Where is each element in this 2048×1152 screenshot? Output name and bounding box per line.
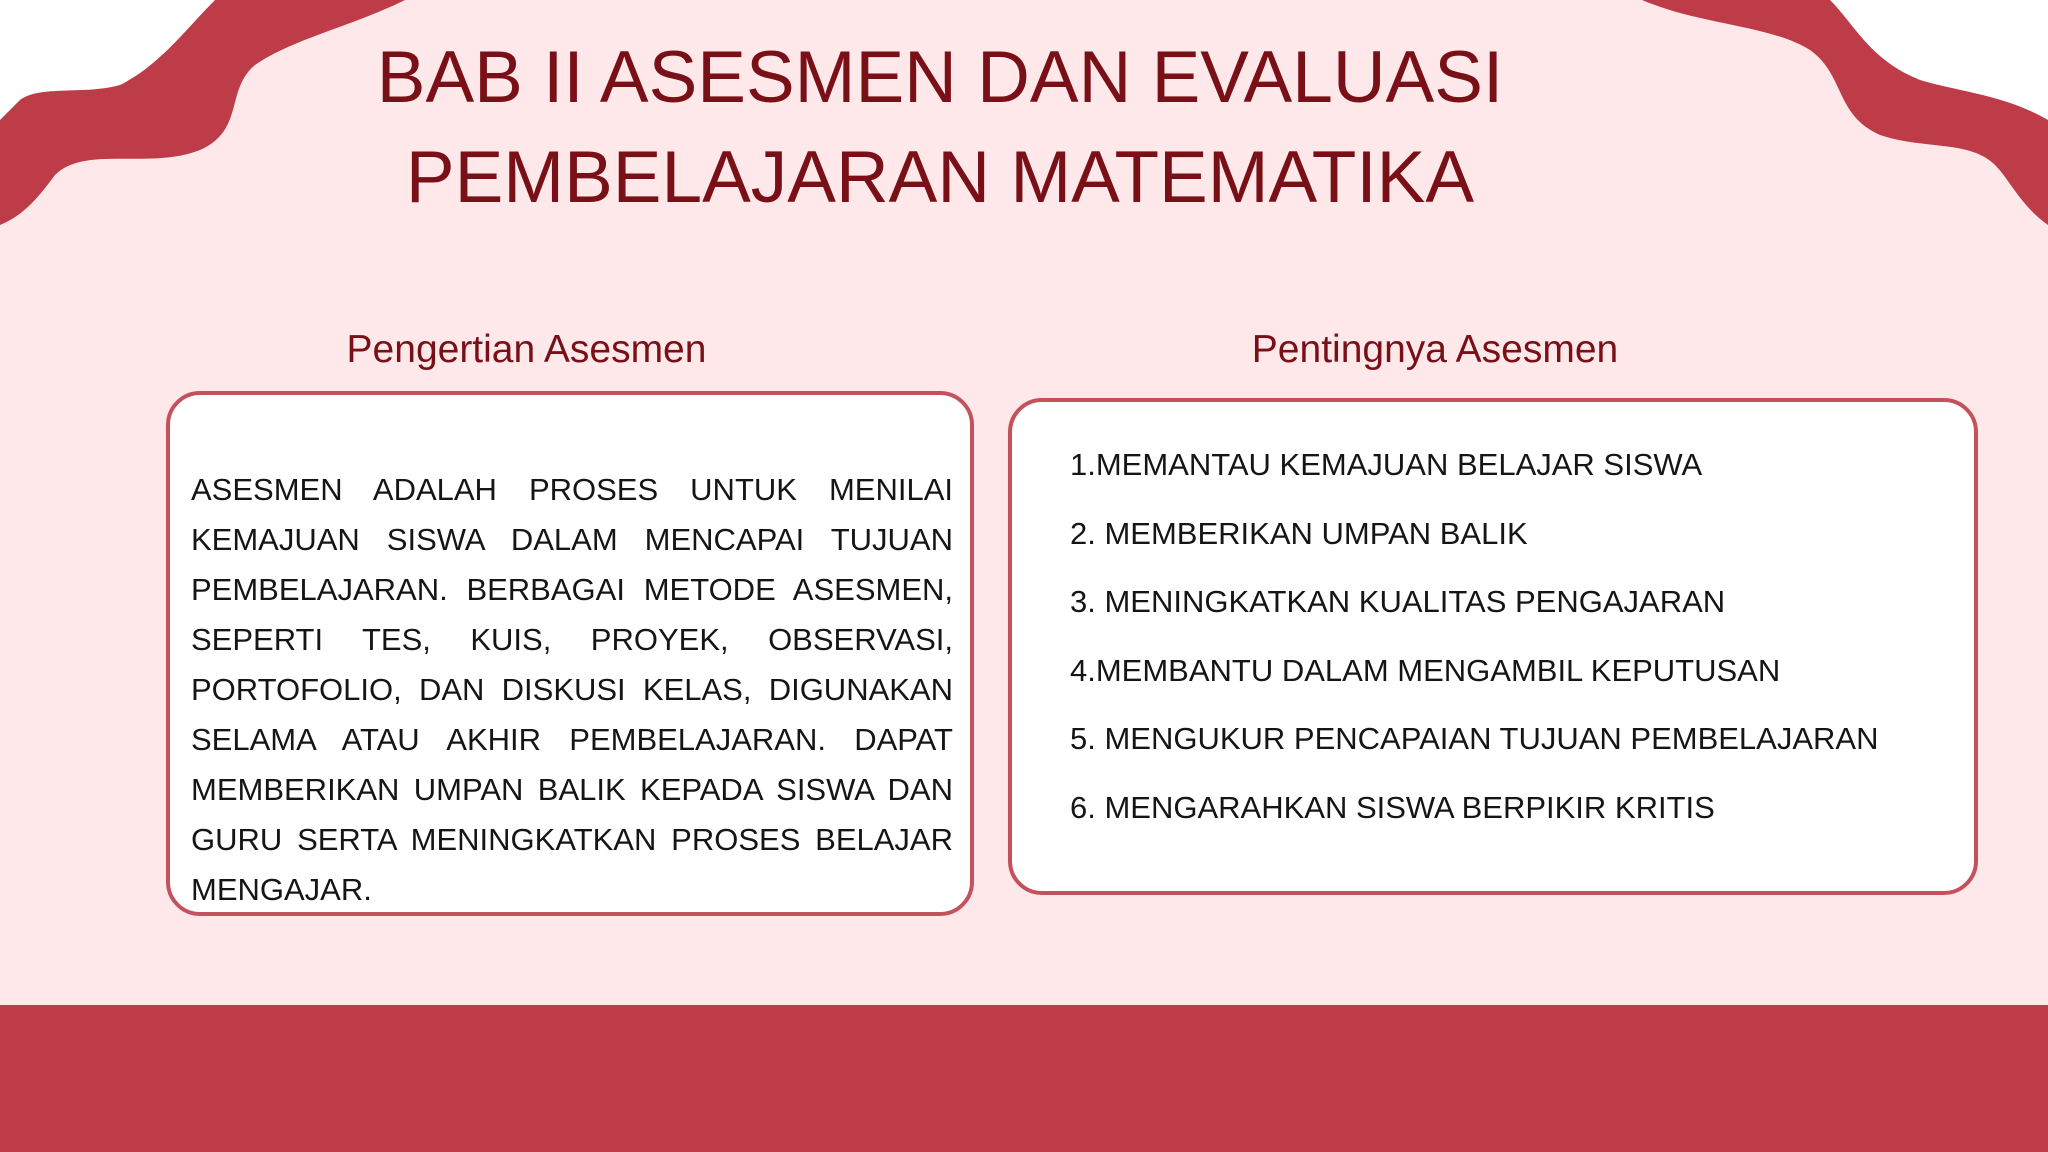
importance-item-2: 2. MEMBERIKAN UMPAN BALIK bbox=[1070, 515, 1528, 551]
importance-card bbox=[1008, 398, 1978, 895]
importance-item-6: 6. MENGARAHKAN SISWA BERPIKIR KRITIS bbox=[1070, 789, 1715, 825]
importance-item-1: 1.MEMANTAU KEMAJUAN BELAJAR SISWA bbox=[1070, 447, 1703, 482]
importance-list bbox=[1070, 445, 1878, 856]
importance-heading: Pentingnya Asesmen bbox=[1251, 328, 1619, 371]
importance-item-4: 4.MEMBANTU DALAM MENGAMBIL KEPUTUSAN bbox=[1070, 652, 1781, 688]
definition-text: ASESMEN ADALAH PROSES UNTUK MENILAI KEMAJUAN SISWA DALAM MENCAPAI TUJUAN PEMBELAJARAN. BERBAGAI METODE ASESMEN, SEPERTI TES, KUIS, PROYEK, OBSERVASI, PORTOFOLIO, DAN DISKUSI KELAS, DIGUNAKAN SELAMA ATAU AKHIR PEMBELAJARAN. DAPAT MEMBERIKAN UMPAN BALIK KEPADA SISWA DAN GURU SERTA MENINGKATKAN PROSES BELAJAR MENGAJAR. bbox=[191, 472, 953, 907]
definition-heading: Pengertian Asesmen bbox=[346, 328, 707, 371]
definition-card bbox=[166, 391, 974, 916]
slide-title-line-1: BAB II ASESMEN DAN EVALUASI bbox=[376, 37, 1504, 118]
importance-item-3: 3. MENINGKATKAN KUALITAS PENGAJARAN bbox=[1070, 584, 1726, 619]
slide-title bbox=[0, 28, 1880, 228]
importance-item-5: 5. MENGUKUR PENCAPAIAN TUJUAN PEMBELAJARAN bbox=[1070, 721, 1879, 756]
footer-band bbox=[0, 1005, 2048, 1152]
slide-title-line-2: PEMBELAJARAN MATEMATIKA bbox=[405, 137, 1475, 218]
